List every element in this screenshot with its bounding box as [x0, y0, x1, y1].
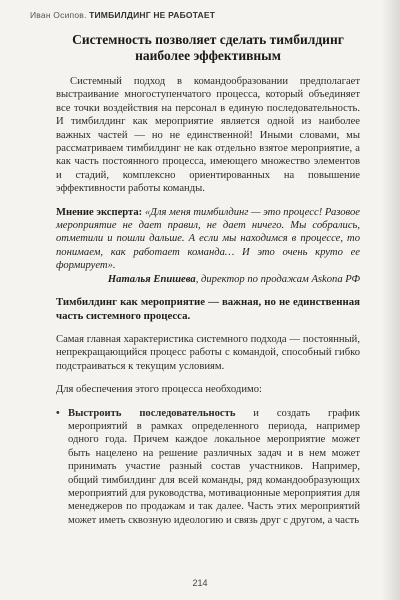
- expert-signature: [56, 273, 360, 286]
- bullet-lead: Выстроить последовательность: [68, 407, 236, 419]
- paragraph-main-characteristic: Самая главная характеристика системного подхода — постоянный, непрекращающийся процесс работы с командой, способный гибко подстраиваться к текущим условиям.: [56, 333, 360, 372]
- page-gutter-shadow: [382, 0, 400, 600]
- header-author: Иван Осипов.: [30, 10, 87, 20]
- page-number: 214: [192, 578, 208, 588]
- list-item: [56, 407, 360, 528]
- paragraph-systemic-approach: Системный подход в командообразовании предполагает выстраивание многоступенчатого процесса, который объединяет все точки воздействия на персонал в единую последовательность. И тимбилдинг как мероприятие является одной из наиболее важных частей — но не единственной! Иными словами, мы рассматриваем тимбилдинг не как отдельно взятое мероприятие, а как часть постоянного процесса, имеющего множество элементов и стадий, комплексно ориентированных на повышение эффективности работы команды.: [56, 76, 360, 195]
- running-header: [30, 10, 215, 20]
- expert-name: Наталья Епишева: [107, 273, 196, 285]
- paragraph-requirements-intro: Для обеспечения этого процесса необходимо:: [56, 384, 262, 396]
- header-book-title: ТИМБИЛДИНГ НЕ РАБОТАЕТ: [89, 10, 216, 20]
- expert-quote: «Для меня тимбилдинг — это процесс! Разовое мероприятие не дает правил, не дает ничего. Мы собрались, отметили и пошли дальше. А если мы находимся в процессе, то понимаем, как работает команда… И это очень круто ее формирует».: [56, 206, 360, 272]
- section-title: Системность позволяет сделать тимбилдинг наиболее эффективным: [72, 32, 344, 63]
- expert-opinion: [56, 206, 360, 273]
- subheading: Тимбилдинг как мероприятие — важная, но не единственная часть системного процесса.: [56, 296, 360, 322]
- page-content: [56, 32, 360, 527]
- bullet-marker: •: [56, 407, 60, 419]
- expert-label: Мнение эксперта:: [56, 206, 143, 218]
- expert-role: , директор по продажам Askona РФ: [195, 273, 360, 285]
- bullet-text: и создать график мероприятий в рамках определенного периода, например одного года. Причем каждое локальное мероприятие может быть нацелено на решение различных задач и в нем может принимать участие разный состав участников. Например, общий тимбилдинг для всей команды, ряд командообразующих мероприятий для руководства, мотивационные мероприятия для менеджеров по продажам и так далее. Часть этих мероприятий может иметь сквозную идеологию и связь друг с другом, а часть: [68, 407, 360, 526]
